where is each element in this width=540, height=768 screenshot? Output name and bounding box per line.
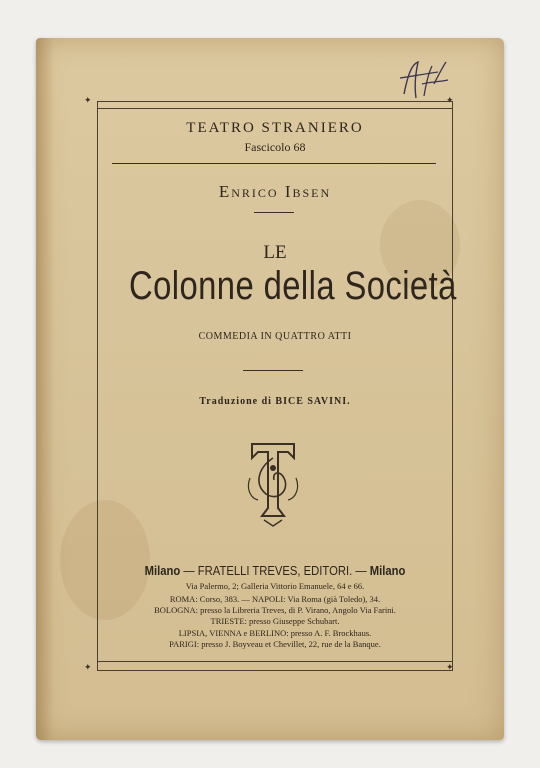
divider-rule bbox=[112, 163, 436, 164]
corner-ornament-icon: ✦ bbox=[446, 663, 454, 673]
short-divider-rule bbox=[243, 370, 303, 371]
publisher-address: LIPSIA, VIENNA e BERLINO: presso A. F. Brockhaus. bbox=[178, 628, 372, 638]
publisher-city-left: Milano bbox=[144, 564, 181, 578]
book-title: Colonne della Società bbox=[129, 264, 457, 308]
publisher-address: ROMA: Corso, 383. — NAPOLI: Via Roma (già Toledo), 34. bbox=[169, 594, 381, 604]
publisher-address: PARIGI: presso J. Boyveau et Chevillet, 22, rue de la Banque. bbox=[169, 639, 381, 649]
corner-ornament-icon: ✦ bbox=[84, 663, 92, 673]
treves-monogram-emblem-icon bbox=[244, 438, 302, 528]
book-subtitle: COMMEDIA IN QUATTRO ATTI bbox=[198, 331, 352, 342]
corner-ornament-icon: ✦ bbox=[84, 96, 92, 106]
publisher-address: Via Palermo, 2; Galleria Vittorio Emanuele, 64 e 66. bbox=[185, 581, 365, 591]
series-title: TEATRO STRANIERO bbox=[186, 120, 364, 136]
publisher-name: — FRATELLI TREVES, EDITORI. — bbox=[183, 564, 367, 578]
short-divider-rule bbox=[254, 212, 294, 213]
corner-ornament-icon: ✦ bbox=[446, 96, 454, 106]
translator-credit: Traduzione di BICE SAVINI. bbox=[199, 396, 351, 407]
book-spine bbox=[36, 38, 54, 740]
publisher-city-right: Milano bbox=[369, 564, 406, 578]
author-name: Enrico Ibsen bbox=[218, 182, 332, 201]
publisher-line bbox=[115, 564, 435, 578]
publisher-address: BOLOGNA: presso la Libreria Treves, di P. Virano, Angolo Via Farini. bbox=[154, 605, 396, 615]
fascicle-number: Fascicolo 68 bbox=[244, 140, 306, 154]
title-article: LE bbox=[263, 242, 287, 263]
frame-bottom-inner-rule bbox=[97, 661, 453, 662]
handwritten-initials-icon bbox=[394, 54, 452, 108]
publisher-address: TRIESTE: presso Giuseppe Schubart. bbox=[210, 616, 340, 626]
frame-top-inner-rule bbox=[97, 108, 453, 109]
